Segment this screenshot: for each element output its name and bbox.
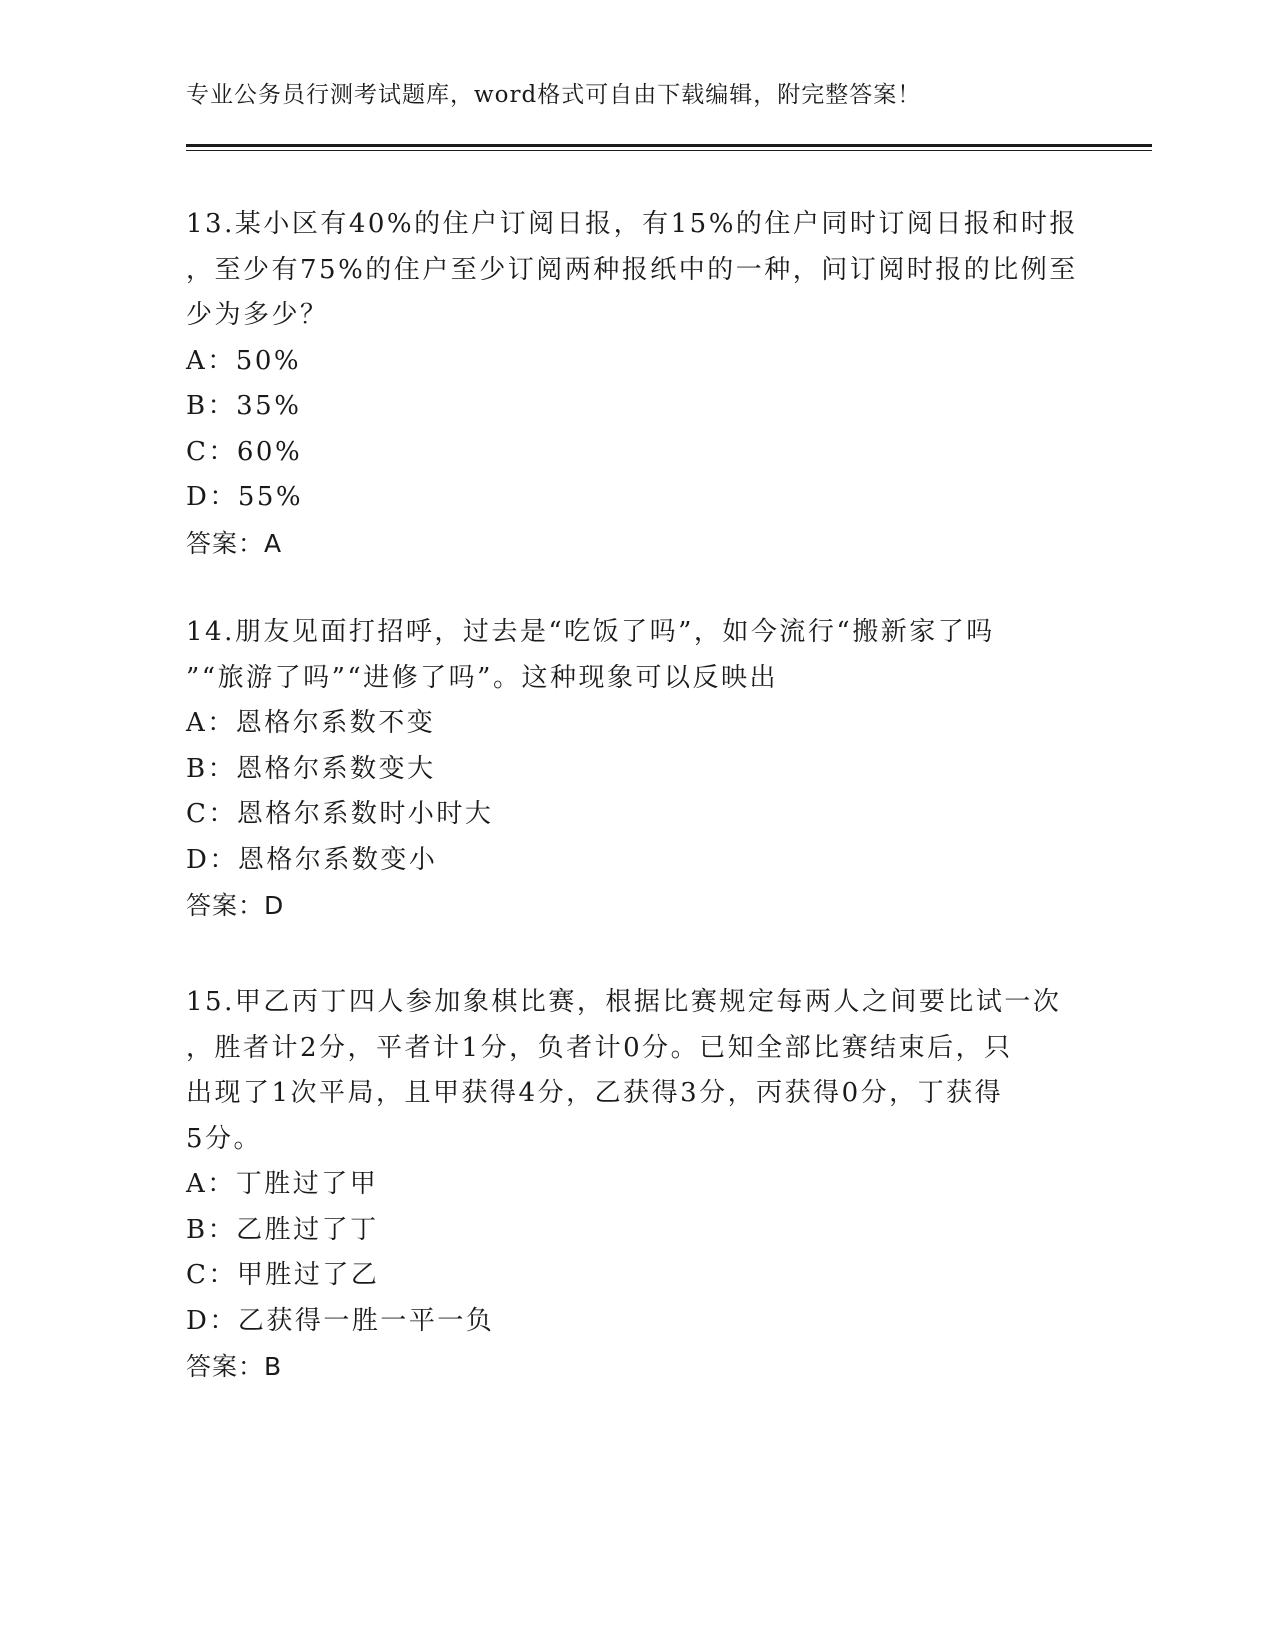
option-b: B：恩格尔系数变大 [186,753,436,784]
question-stem-line: ”“旅游了吗”“进修了吗”。这种现象可以反映出 [186,662,778,693]
header-divider-thick [186,144,1152,147]
option-a: A：丁胜过了甲 [186,1169,379,1199]
question-stem-line: 15.甲乙丙丁四人参加象棋比赛，根据比赛规定每两人之间要比试一次 [186,987,1062,1017]
option-d: D：乙获得一胜一平一负 [186,1305,495,1336]
header-divider-thin [186,150,1152,151]
page-header: 专业公务员行测考试题库，word格式可自由下载编辑，附完整答案！ [186,82,922,108]
option-b: B：乙胜过了丁 [186,1214,379,1245]
question-13 [186,202,1086,566]
option-d: D：恩格尔系数变小 [186,844,438,875]
question-stem-line: 13.某小区有40%的住户订阅日报，有15%的住户同时订阅日报和时报 [186,209,1078,239]
option-a: A：恩格尔系数不变 [186,708,436,738]
question-stem-line: ，至少有75%的住户至少订阅两种报纸中的一种，问订阅时报的比例至 [186,254,1078,285]
question-stem-line: 5分。 [186,1123,263,1154]
answer-line: 答案：B [186,1352,283,1381]
question-stem-line: ，胜者计2分，平者计1分，负者计0分。已知全部比赛结束后，只 [186,1032,1013,1063]
question-14 [186,610,1086,929]
option-b: B：35% [186,391,302,421]
option-a: A：50% [186,345,302,376]
option-c: C：甲胜过了乙 [186,1260,380,1290]
answer-line: 答案：D [186,891,285,920]
option-c: C：60% [186,436,303,467]
question-stem-line: 出现了1次平局，且甲获得4分，乙获得3分，丙获得0分，丁获得 [186,1078,1004,1108]
question-stem-line: 少为多少？ [186,300,329,330]
answer-line: 答案：A [186,528,283,558]
option-c: C：恩格尔系数时小时大 [186,799,494,829]
question-stem-line: 14.朋友见面打招呼，过去是“吃饭了吗”，如今流行“搬新家了吗 [186,617,995,647]
question-15 [186,980,1086,1390]
option-d: D：55% [186,482,304,512]
